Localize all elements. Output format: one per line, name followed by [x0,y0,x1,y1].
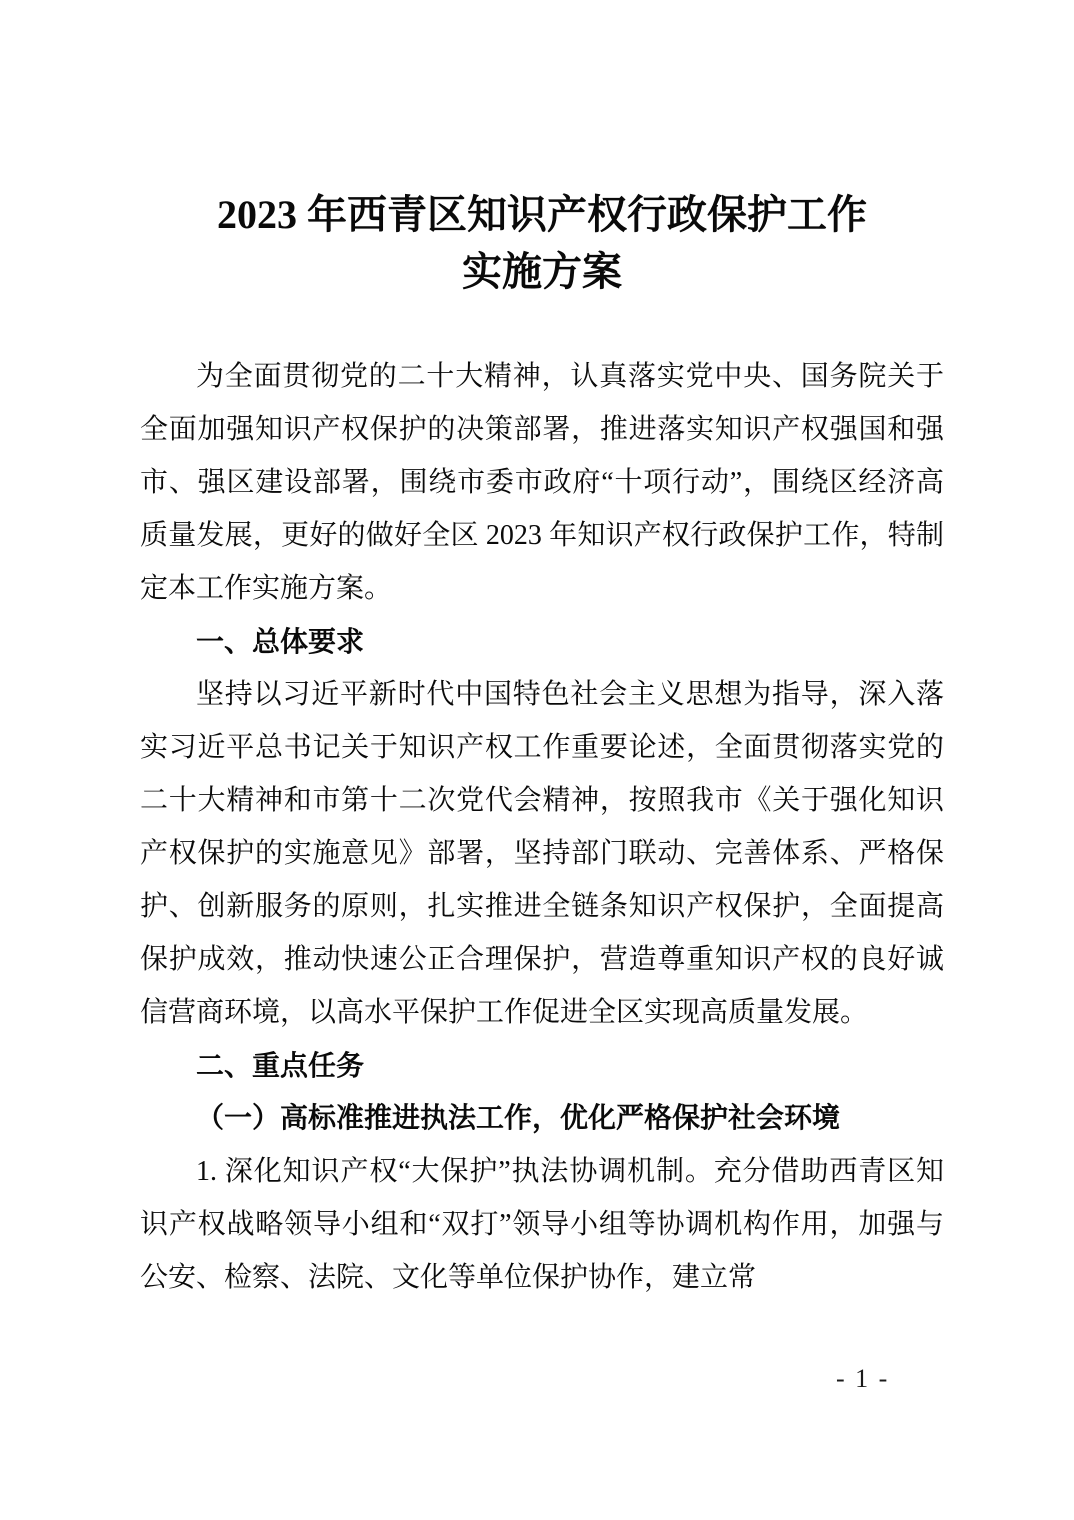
document-title-line-2: 实施方案 [462,249,622,294]
document-title-line-1: 2023 年西青区知识产权行政保护工作 [217,192,867,237]
heading-overall-requirements: 一、总体要求 [196,626,365,657]
heading-key-tasks: 二、重点任务 [196,1050,365,1081]
page-number: - 1 - [836,1364,890,1393]
document-content [140,0,944,1304]
paragraph-enforcement-mechanism: 1. 深化知识产权“大保护”执法协调机制。充分借助西青区知识产权战略领导小组和“双打”领导小组等协调机构作用，加强与公安、检察、法院、文化等单位保护协作，建立常 [140,1156,944,1293]
paragraph-overall-requirements: 坚持以习近平新时代中国特色社会主义思想为指导，深入落实习近平总书记关于知识产权工作重要论述，全面贯彻落实党的二十大精神和市第十二次党代会精神，按照我市《关于强化知识产权保护的实施意见》部署，坚持部门联动、完善体系、严格保护、创新服务的原则，扎实推进全链条知识产权保护，全面提高保护成效，推动快速公正合理保护，营造尊重知识产权的良好诚信营商环境，以高水平保护工作促进全区实现高质量发展。 [140,679,944,1028]
document-title [140,186,944,300]
paragraph-preamble: 为全面贯彻党的二十大精神，认真落实党中央、国务院关于全面加强知识产权保护的决策部署，推进落实知识产权强国和强市、强区建设部署，围绕市委市政府“十项行动”，围绕区经济高质量发展，更好的做好全区 2023 年知识产权行政保护工作，特制定本工作实施方案。 [140,361,944,604]
document-body [140,350,944,1304]
subheading-enforcement-environment: （一）高标准推进执法工作，优化严格保护社会环境 [196,1103,841,1134]
